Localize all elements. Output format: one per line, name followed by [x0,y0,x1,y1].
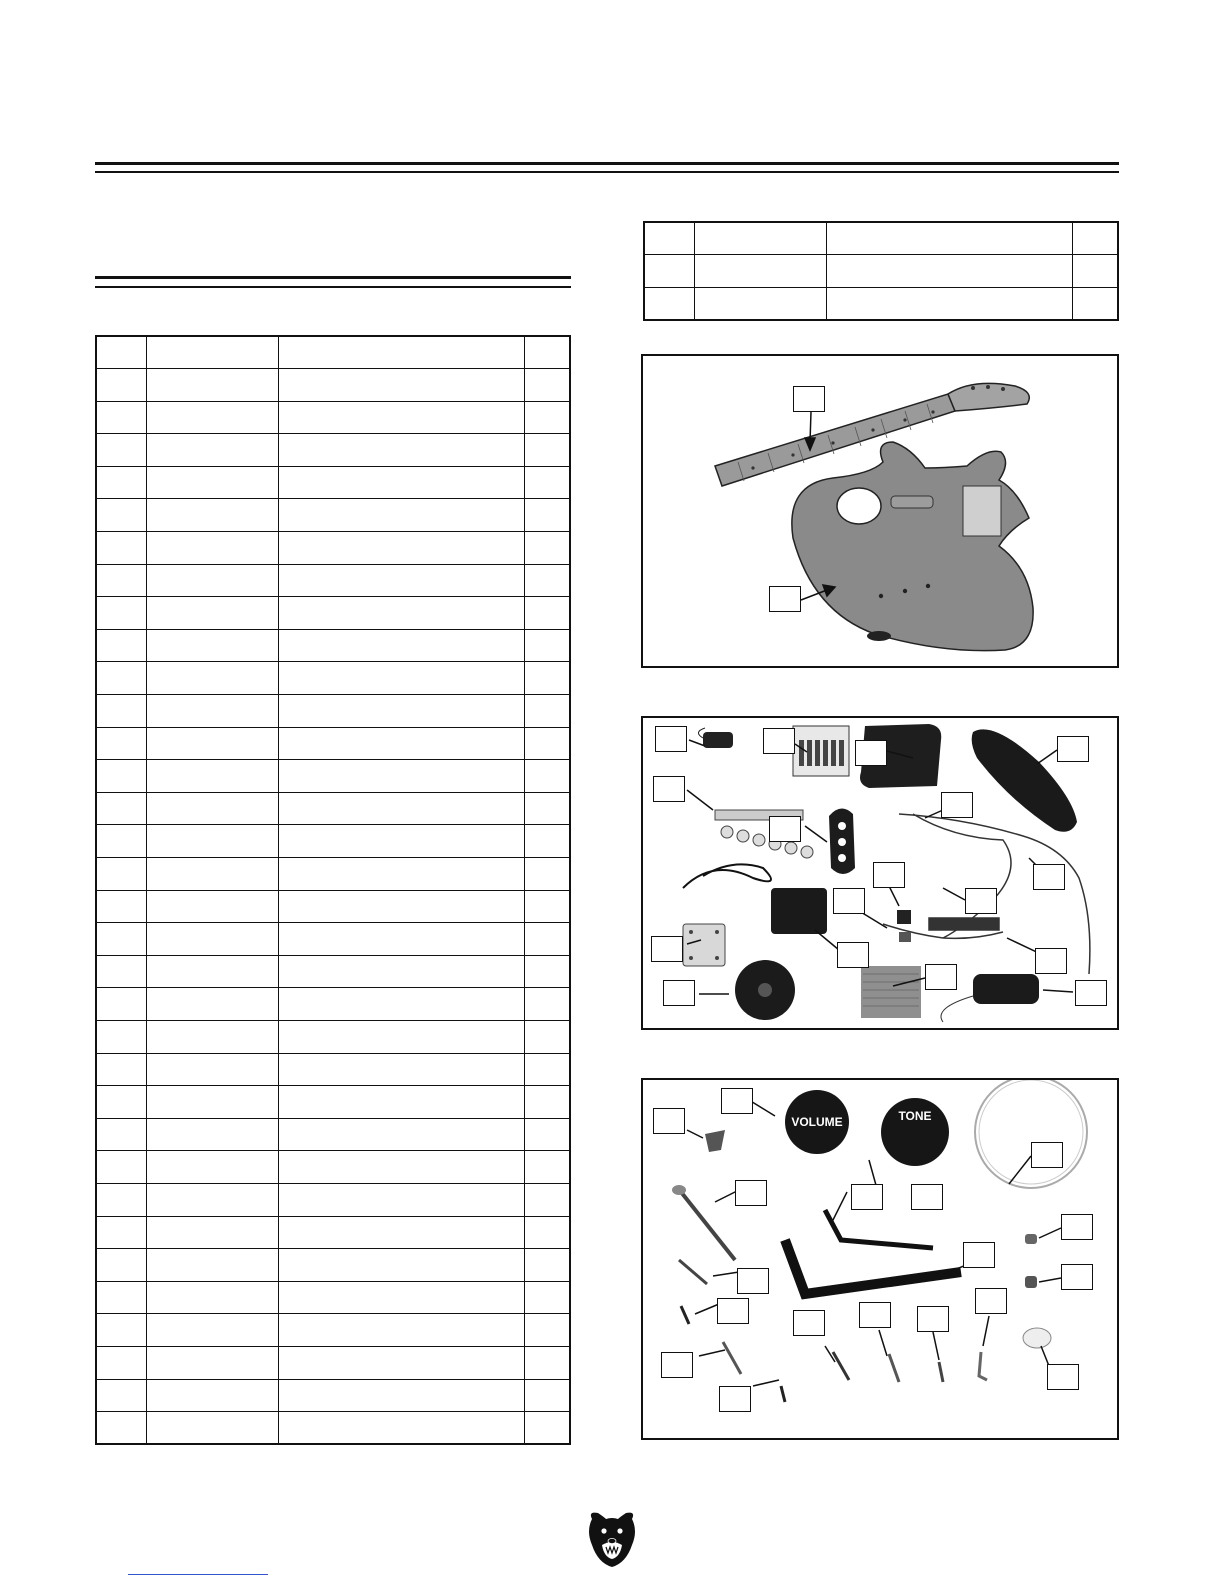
callout-box [851,1184,883,1210]
table-cell [278,629,524,662]
electronics-photo [641,716,1119,1030]
table-cell [96,434,146,467]
table-cell [524,662,570,695]
table-row [96,369,570,402]
table-cell [278,923,524,956]
table-cell [278,532,524,565]
string-tree-icon [979,1352,987,1380]
table-cell [524,629,570,662]
table-cell [146,434,278,467]
table-cell [278,369,524,402]
table-row [96,988,570,1021]
callout-box [769,816,801,842]
table-cell [524,792,570,825]
table-row [96,890,570,923]
table-cell [524,1314,570,1347]
section-rule-thin [95,286,571,288]
callout-box [1033,864,1065,890]
table-cell [694,287,826,320]
table-cell [146,955,278,988]
table-cell [278,988,524,1021]
callout-box [653,776,685,802]
cable-icon [683,864,771,888]
table-cell [96,1314,146,1347]
wood-screw-icon [723,1342,741,1374]
table-row [96,1053,570,1086]
table-cell [96,923,146,956]
table-row [644,287,1118,320]
table-cell [96,792,146,825]
table-row [96,401,570,434]
sandpaper-icon [861,966,921,1018]
table-cell [146,1412,278,1445]
table-row [96,434,570,467]
table-cell [146,1249,278,1282]
table-cell [524,988,570,1021]
table-cell [96,336,146,369]
table-cell [96,564,146,597]
table-row [96,1281,570,1314]
table-cell [278,1086,524,1119]
callout-box [663,980,695,1006]
table-row [96,1216,570,1249]
table-cell [146,1346,278,1379]
table-cell [278,401,524,434]
table-row [96,1086,570,1119]
table-cell [96,1183,146,1216]
strap-button-icon [705,1130,725,1152]
table-cell [278,434,524,467]
table-cell [524,695,570,728]
table-cell [146,760,278,793]
table-row [96,760,570,793]
callout-box [793,1310,825,1336]
table-cell [524,1379,570,1412]
callout-box [735,1180,767,1206]
table-cell [278,1249,524,1282]
small-screw-icon [781,1386,785,1402]
table-row [96,499,570,532]
table-cell [278,1412,524,1445]
table-cell [146,564,278,597]
grizzly-bear-logo-icon [586,1511,638,1567]
table-cell [524,923,570,956]
table-cell [96,1249,146,1282]
callout-box [963,1242,995,1268]
table-cell [524,1020,570,1053]
table-cell [524,858,570,891]
table-cell [146,401,278,434]
table-row [96,825,570,858]
callout-box [653,1108,685,1134]
callout-box [925,964,957,990]
table-cell [96,466,146,499]
table-cell [146,1216,278,1249]
table-cell [146,1379,278,1412]
table-row [96,466,570,499]
table-cell [524,727,570,760]
hex-key-small-icon [825,1210,933,1248]
table-cell [278,499,524,532]
table-cell [524,1086,570,1119]
table-cell [524,1281,570,1314]
table-cell [146,727,278,760]
table-cell [146,369,278,402]
table-cell [96,597,146,630]
table-cell [524,466,570,499]
callout-box [651,936,683,962]
table-cell [96,1151,146,1184]
table-row [96,532,570,565]
callout-box [1035,948,1067,974]
table-cell [96,760,146,793]
table-cell [278,858,524,891]
pickup-ring-icon [829,808,855,874]
callout-box [1061,1264,1093,1290]
table-cell [278,760,524,793]
table-cell [96,1086,146,1119]
table-row [96,1249,570,1282]
table-cell [146,825,278,858]
callout-box [719,1386,751,1412]
callout-box [917,1306,949,1332]
guitar-body-icon [792,442,1033,651]
small-parts-photo [641,1078,1119,1440]
table-cell [278,792,524,825]
table-row [96,597,570,630]
header-rule-thick [95,162,1119,165]
table-cell [278,1346,524,1379]
table-cell [1072,287,1118,320]
table-cell [524,1151,570,1184]
table-cell [826,255,1072,288]
screw-icon [939,1362,943,1382]
table-cell [278,336,524,369]
table-row [96,923,570,956]
table-cell [96,369,146,402]
table-cell [278,1281,524,1314]
table-cell [96,988,146,1021]
table-cell [694,222,826,255]
callout-box [793,386,825,412]
table-cell [146,923,278,956]
table-row [96,629,570,662]
table-cell [524,1118,570,1151]
callout-box [721,1088,753,1114]
table-row [96,792,570,825]
speaker-icon [735,960,795,1020]
table-cell [524,1216,570,1249]
table-cell [644,255,694,288]
table-cell [146,499,278,532]
table-cell [524,1053,570,1086]
table-cell [146,336,278,369]
table-cell [146,1183,278,1216]
table-cell [146,890,278,923]
table-cell [1072,255,1118,288]
callout-box [1031,1142,1063,1168]
screw-icon [833,1352,849,1380]
parts-table-left [95,335,571,1445]
callout-box [975,1288,1007,1314]
table-cell [278,1379,524,1412]
callout-box [855,740,887,766]
callout-box [859,1302,891,1328]
callout-box [661,1352,693,1378]
volume-knob-label: VOLUME [791,1115,843,1129]
table-cell [524,336,570,369]
knob-cap-icon [1023,1328,1051,1348]
table-cell [524,955,570,988]
table-cell [278,564,524,597]
table-cell [96,1281,146,1314]
table-cell [278,1118,524,1151]
hex-key-large-icon [785,1240,961,1294]
table-cell [96,532,146,565]
table-cell [524,1346,570,1379]
small-switch-icon [897,910,911,942]
tone-knob-label: TONE [898,1109,932,1123]
table-cell [96,695,146,728]
table-cell [146,858,278,891]
table-row [96,1151,570,1184]
screw-icon [889,1354,899,1382]
table-cell [146,629,278,662]
table-cell [96,890,146,923]
table-cell [524,1412,570,1445]
table-cell [96,1412,146,1445]
power-adapter-icon [771,888,827,934]
neck-plate-icon [683,924,725,966]
table-cell [278,890,524,923]
table-cell [524,1183,570,1216]
table-row [96,1314,570,1347]
header-rule-thin [95,171,1119,173]
table-cell [96,1118,146,1151]
table-cell [524,369,570,402]
table-cell [694,255,826,288]
table-row [96,662,570,695]
callout-box [911,1184,943,1210]
callout-box [763,728,795,754]
table-row [96,1183,570,1216]
section-rule-thick [95,276,571,279]
callout-box [769,586,801,612]
table-cell [146,466,278,499]
callout-box [1061,1214,1093,1240]
table-cell [96,662,146,695]
table-cell [826,222,1072,255]
table-row [96,955,570,988]
table-cell [146,695,278,728]
bridge-icon [793,726,849,776]
table-cell [524,434,570,467]
table-cell [524,1249,570,1282]
table-cell [96,1346,146,1379]
table-cell [524,499,570,532]
table-cell [96,401,146,434]
table-row [644,255,1118,288]
table-cell [146,662,278,695]
table-cell [826,287,1072,320]
callout-box [717,1298,749,1324]
table-cell [278,955,524,988]
table-cell [96,1020,146,1053]
table-cell [278,1020,524,1053]
table-cell [146,1053,278,1086]
callout-box [1047,1364,1079,1390]
neck-body-photo [641,354,1119,668]
table-cell [146,792,278,825]
callout-box [1057,736,1089,762]
table-cell [96,858,146,891]
small-screw-icon [681,1306,689,1324]
table-cell [278,662,524,695]
table-cell [146,1118,278,1151]
table-cell [278,727,524,760]
table-row [96,336,570,369]
table-cell [278,597,524,630]
table-cell [524,532,570,565]
table-cell [524,597,570,630]
ferrule-icon [1025,1276,1037,1288]
table-row [96,1020,570,1053]
table-cell [278,1183,524,1216]
ferrule-icon [1025,1234,1037,1244]
table-cell [146,1314,278,1347]
table-cell [278,1053,524,1086]
table-cell [524,825,570,858]
table-cell [146,988,278,1021]
table-cell [96,1053,146,1086]
table-cell [1072,222,1118,255]
table-row [96,1379,570,1412]
medium-screw-icon [679,1260,707,1284]
table-cell [644,287,694,320]
table-cell [146,1151,278,1184]
guitar-string-icon [975,1080,1087,1188]
table-row [96,858,570,891]
callout-box [655,726,687,752]
footer-link-underline [128,1574,268,1575]
table-cell [96,955,146,988]
table-cell [524,401,570,434]
table-cell [96,1379,146,1412]
callout-box [1075,980,1107,1006]
table-row [96,1346,570,1379]
table-cell [146,1020,278,1053]
table-cell [146,532,278,565]
table-row [96,695,570,728]
table-cell [524,564,570,597]
table-cell [96,499,146,532]
table-cell [96,629,146,662]
table-cell [644,222,694,255]
table-row [644,222,1118,255]
table-cell [278,1216,524,1249]
callout-box [873,862,905,888]
parts-table-right [643,221,1119,321]
table-cell [278,1314,524,1347]
table-cell [524,890,570,923]
table-cell [146,1281,278,1314]
table-cell [96,825,146,858]
callout-box [837,942,869,968]
table-cell [278,825,524,858]
table-row [96,1412,570,1445]
table-row [96,1118,570,1151]
table-cell [96,727,146,760]
table-cell [278,695,524,728]
table-cell [278,466,524,499]
callout-box [965,888,997,914]
table-row [96,727,570,760]
table-cell [146,597,278,630]
table-cell [146,1086,278,1119]
callout-box [737,1268,769,1294]
callout-box [833,888,865,914]
table-row [96,564,570,597]
table-cell [524,760,570,793]
table-cell [278,1151,524,1184]
callout-box [941,792,973,818]
table-cell [96,1216,146,1249]
